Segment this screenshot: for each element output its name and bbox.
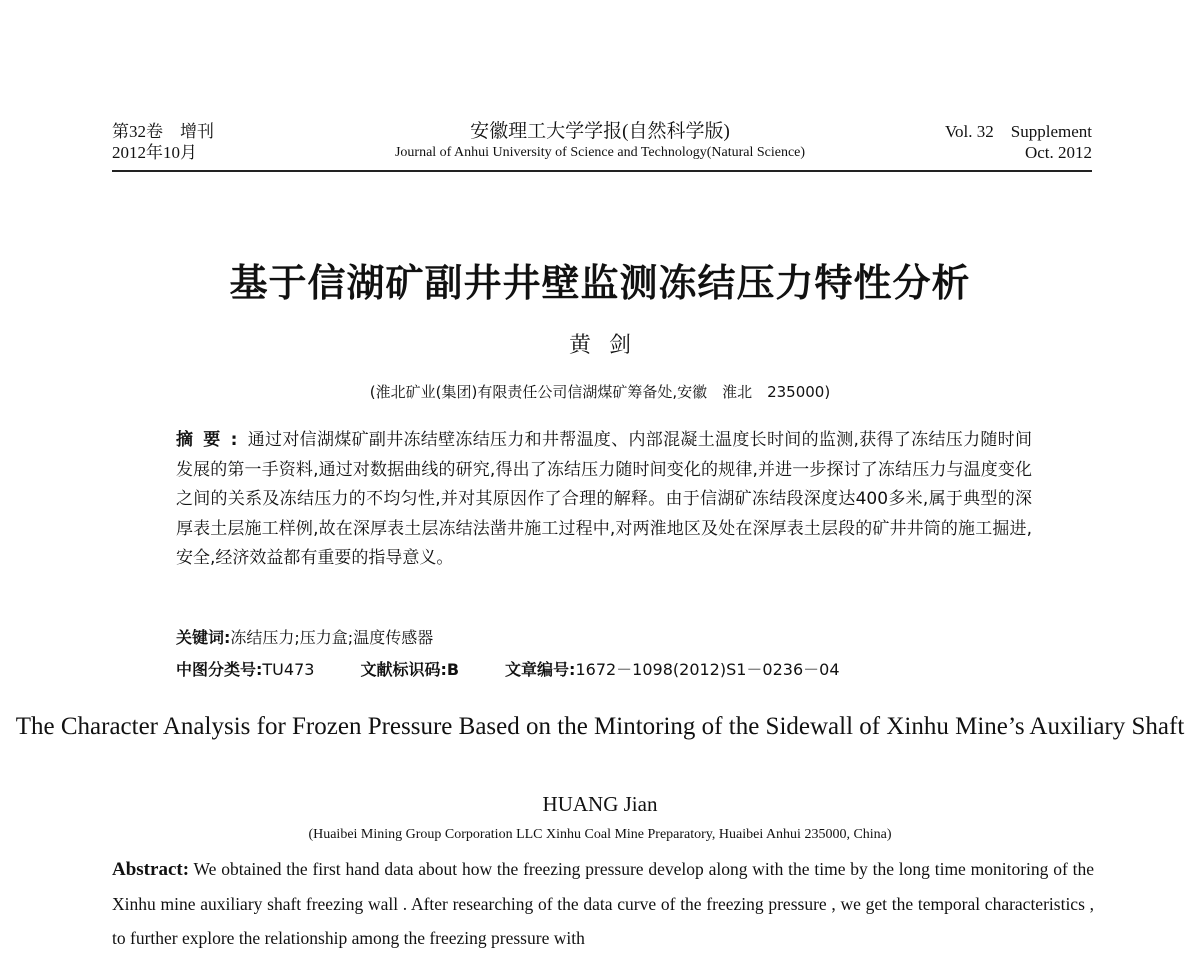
paper-title-en: The Character Analysis for Frozen Pressure Based on the Mintoring of the Sidewall of Xinhu Mine’s Auxiliary Shaft: [15, 713, 1185, 740]
paper-title-cn: 基于信湖矿副井井壁监测冻结压力特性分析: [229, 261, 971, 305]
classification-line: [176, 657, 840, 680]
clc-label: 中图分类号:: [176, 660, 263, 679]
journal-name-en: Journal of Anhui University of Science and Technology(Natural Science): [394, 145, 806, 160]
abstract-en-label: Abstract:: [112, 859, 190, 880]
keywords-label: 关键词:: [176, 628, 231, 647]
issue-date-en: Oct. 2012: [1024, 143, 1092, 162]
journal-name-cn: 安徽理工大学学报(自然科学版): [470, 121, 730, 142]
volume-supplement: Vol. 32 Supplement: [944, 122, 1092, 141]
author-en: HUANG Jian: [542, 792, 658, 816]
header-rule: [112, 170, 1092, 172]
article-no-label: 文章编号:: [505, 660, 576, 679]
doc-code-value: B: [446, 660, 460, 679]
keywords-text: 冻结压力;压力盒;温度传感器: [230, 628, 434, 647]
keywords-cn: [176, 625, 433, 648]
abstract-cn-label: 摘要:: [176, 430, 248, 450]
clc-value: TU473: [262, 660, 315, 679]
article-no-value: 1672－1098(2012)S1－0236－04: [575, 660, 840, 679]
author-cn: 黄剑: [568, 333, 649, 358]
issue-date-cn: 2012年10月: [112, 143, 197, 162]
abstract-en: [112, 852, 1094, 955]
journal-volume-info-en: [945, 121, 1092, 163]
affiliation-cn: (淮北矿业(集团)有限责任公司信湖煤矿筹备处,安徽 淮北 235000): [369, 383, 831, 401]
volume-issue: 第32卷 增刊: [112, 122, 214, 141]
abstract-en-text: We obtained the first hand data about how the freezing pressure develop along with the time by the long time monitoring of the Xinhu mine auxiliary shaft freezing wall . After researching of the data curve of the freezing pressure , we get the temporal characteristics , to further explore the relationship among the freezing pressure with: [112, 859, 1094, 948]
abstract-cn-text: 通过对信湖煤矿副井冻结壁冻结压力和井帮温度、内部混凝土温度长时间的监测,获得了冻结压力随时间发展的第一手资料,通过对数据曲线的研究,得出了冻结压力随时间变化的规律,并进一步探讨了冻结压力与温度变化之间的关系及冻结压力的不均匀性,并对其原因作了合理的解释。由于信湖矿冻结段深度达400多米,属于典型的深厚表土层施工样例,故在深厚表土层冻结法凿井施工过程中,对两淮地区及处在深厚表土层段的矿井井筒的施工掘进,安全,经济效益都有重要的指导意义。: [176, 430, 1032, 568]
abstract-cn: [176, 426, 1032, 574]
doc-code-label: 文献标识码:: [360, 660, 447, 679]
affiliation-en: (Huaibei Mining Group Corporation LLC Xinhu Coal Mine Preparatory, Huaibei Anhui 235000, China): [308, 827, 892, 842]
